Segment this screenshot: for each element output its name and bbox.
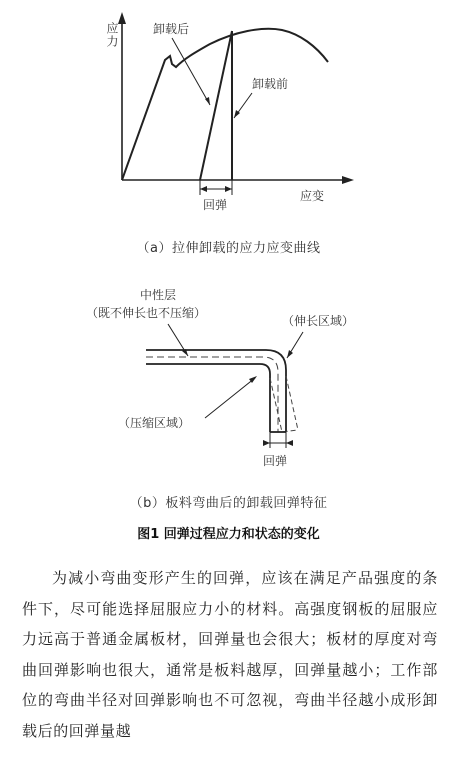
- sheet-bending-diagram: [0, 280, 457, 480]
- body-paragraph: 为减小弯曲变形产生的回弹，应该在满足产品强度的条件下，尽可能选择屈服应力小的材料。高强度钢板的屈服应力远高于普通金属板材，回弹量也会很大；板材的厚度对弯曲回弹影响也很大，通常是板料越厚，回弹量越小；工作部位的弯曲半径对回弹影响也不可忽视，弯曲半径越小成形卸载后的回弹量越: [22, 569, 438, 740]
- after-unload-label: 卸载后: [153, 22, 190, 36]
- x-axis-arrow: [342, 176, 354, 184]
- figure-a-caption: （a）拉伸卸载的应力应变曲线: [136, 241, 321, 256]
- springback-label-b: 回弹: [263, 454, 288, 468]
- y-axis-arrow: [118, 12, 126, 24]
- springback-label-a: 回弹: [203, 198, 228, 212]
- x-axis-label: 应变: [300, 189, 325, 203]
- before-unload-label: 卸载前: [252, 77, 289, 91]
- compression-zone-label: （压缩区域）: [118, 416, 191, 430]
- compression-zone-leader: [205, 378, 255, 418]
- figure-b-caption: （b）板料弯曲后的卸载回弹特征: [129, 496, 328, 511]
- neutral-layer-label: 中性层: [140, 288, 177, 302]
- stress-strain-diagram: [0, 0, 457, 240]
- y-axis-label: 应力: [105, 22, 119, 48]
- unload-line-after: [200, 31, 232, 180]
- neutral-layer-note: （既不伸长也不压缩）: [86, 306, 207, 320]
- loading-curve: [122, 29, 328, 180]
- figure-title: 图1 回弹过程应力和状态的变化: [137, 527, 320, 542]
- tension-zone-label: （伸长区域）: [282, 314, 355, 328]
- springback-outline: [270, 376, 298, 432]
